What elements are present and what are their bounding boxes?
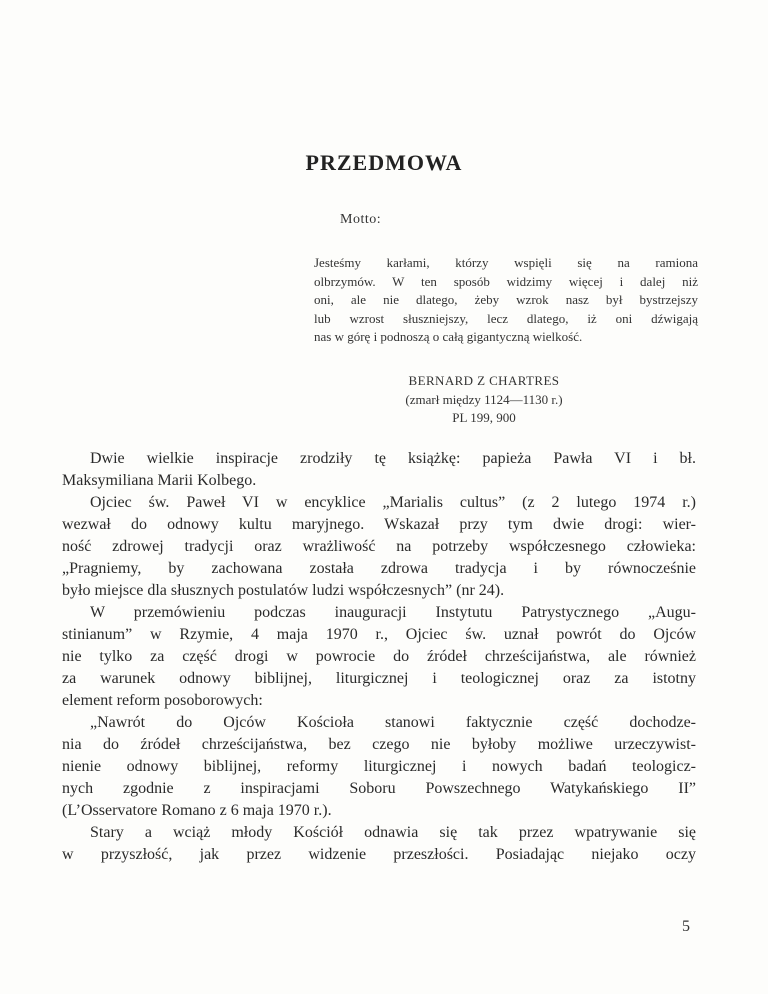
body-line: „Pragniemy, by zachowana została zdrowa tradycja i by równocześnie	[62, 560, 696, 577]
body-line: wezwał do odnowy kultu maryjnego. Wskazał przy tym dwie drogi: wier-	[62, 516, 696, 533]
body-text	[62, 448, 696, 866]
motto-source: PL 199, 900	[452, 410, 516, 425]
body-line: W przemówieniu podczas inauguracji Instytutu Patrystycznego „Augu-	[90, 604, 696, 621]
page-number: 5	[682, 918, 690, 935]
motto-line: nas w górę i podnoszą o całą gigantyczną wielkość.	[314, 329, 583, 344]
body-line: stinianum” w Rzymie, 4 maja 1970 r., Ojciec św. uznał powrót do Ojców	[62, 626, 696, 643]
body-line: Stary a wciąż młody Kościół odnawia się tak przez wpatrywanie się	[90, 824, 696, 841]
body-line: za warunek odnowy biblijnej, liturgicznej i teologicznej oraz za istotny	[62, 670, 696, 687]
motto-quote	[314, 254, 698, 347]
body-line: Dwie wielkie inspiracje zrodziły tę książkę: papieża Pawła VI i bł.	[90, 450, 696, 467]
body-line: element reform posoborowych:	[62, 692, 263, 709]
motto-author: BERNARD Z CHARTRES	[408, 373, 560, 388]
motto-line: lub wzrost słuszniejszy, lecz dlatego, iż oni dźwigają	[314, 310, 698, 326]
motto-label: Motto:	[340, 212, 382, 227]
body-line: „Nawrót do Ojców Kościoła stanowi faktycznie część dochodze-	[90, 714, 696, 731]
motto-line: oni, ale nie dlatego, żeby wzrok nasz był bystrzejszy	[314, 292, 698, 307]
body-line: nych zgodnie z inspiracjami Soboru Powszechnego Watykańskiego II”	[62, 780, 696, 797]
page-title: PRZEDMOWA	[305, 150, 463, 175]
body-line: nia do źródeł chrześcijaństwa, bez czego nie byłoby możliwe urzeczywist-	[62, 736, 696, 753]
citation-line: (L’Osservatore Romano z 6 maja 1970 r.).	[62, 802, 332, 819]
body-line: Maksymiliana Marii Kolbego.	[62, 472, 257, 489]
body-line: nie tylko za część drogi w powrocie do źródeł chrześcijaństwa, ale również	[62, 648, 696, 665]
body-line: ność zdrowej tradycji oraz wrażliwość na potrzeby współczesnego człowieka:	[62, 538, 696, 555]
motto-line: Jesteśmy karłami, którzy wspięli się na ramiona	[314, 255, 698, 270]
body-line: było miejsce dla słusznych postulatów ludzi współczesnych” (nr 24).	[62, 582, 505, 599]
motto-dates: (zmarł między 1124—1130 r.)	[405, 392, 563, 407]
motto-line: olbrzymów. W ten sposób widzimy więcej i dalej niż	[314, 273, 698, 289]
body-line: Ojciec św. Paweł VI w encyklice „Marialis cultus” (z 2 lutego 1974 r.)	[90, 494, 696, 511]
body-line: nienie odnowy biblijnej, reformy liturgicznej i nowych badań teologicz-	[62, 758, 696, 775]
body-line: w przyszłość, jak przez widzenie przeszłości. Posiadając niejako oczy	[62, 846, 696, 863]
